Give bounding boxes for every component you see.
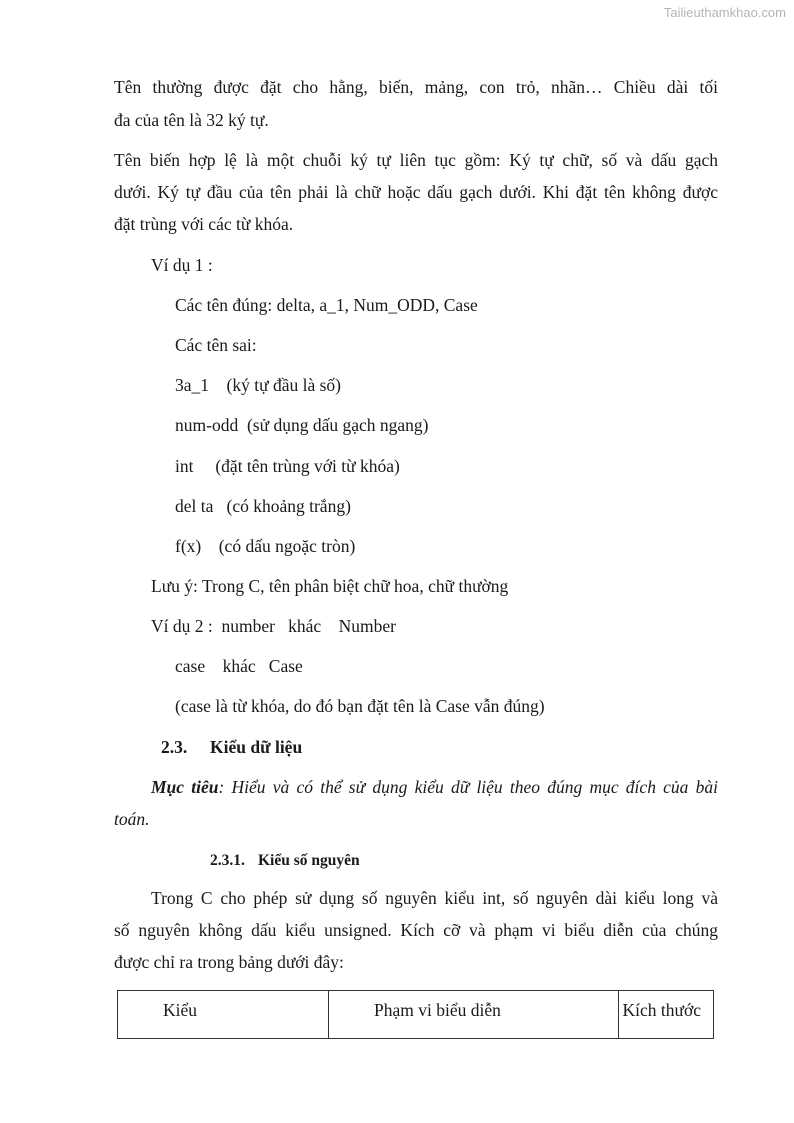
int-paragraph-line-1: Trong C cho phép sử dụng số nguyên kiểu int, số nguyên dài kiểu long và xyxy=(151,888,718,908)
goal-label: Mục tiêu xyxy=(151,777,219,797)
example-1-title: Ví dụ 1 : xyxy=(151,255,213,275)
example-2-line-2: case khác Case xyxy=(175,656,303,676)
example-1-valid-names: Các tên đúng: delta, a_1, Num_ODD, Case xyxy=(175,295,478,315)
paragraph-2-line-3: đặt trùng với các từ khóa. xyxy=(114,214,294,234)
invalid-name-item: 3a_1 (ký tự đầu là số) xyxy=(175,375,341,395)
case-sensitivity-note: Lưu ý: Trong C, tên phân biệt chữ hoa, chữ thường xyxy=(151,576,509,596)
watermark: Tailieuthamkhao.com xyxy=(663,5,786,20)
invalid-name-item: f(x) (có dấu ngoặc tròn) xyxy=(175,536,356,556)
paragraph-1-line-2: đa của tên là 32 ký tự. xyxy=(114,110,269,130)
int-paragraph-line-3: được chỉ ra trong bảng dưới đây: xyxy=(114,952,344,972)
goal-text: : Hiểu và có thể sử dụng kiểu dữ liệu theo đúng mục đích của bài xyxy=(218,777,718,797)
section-goal-line-1 xyxy=(151,777,718,797)
section-goal-line-2: toán. xyxy=(114,809,150,829)
invalid-name-item: int (đặt tên trùng với từ khóa) xyxy=(175,456,400,476)
integer-types-table xyxy=(117,990,714,1039)
section-title: Kiểu dữ liệu xyxy=(210,737,303,757)
paragraph-2-line-2: dưới. Ký tự đầu của tên phải là chữ hoặc dấu gạch dưới. Khi đặt tên không được xyxy=(114,182,718,202)
subsection-number: 2.3.1. xyxy=(210,852,245,869)
paragraph-2-line-1: Tên biến hợp lệ là một chuỗi ký tự liên tục gồm: Ký tự chữ, số và dấu gạch xyxy=(114,150,718,170)
header-cell-type: Kiểu xyxy=(118,991,329,1039)
paragraph-1-line-1: Tên thường được đặt cho hằng, biến, mảng, con trỏ, nhãn… Chiều dài tối xyxy=(114,77,718,97)
invalid-name-item: num-odd (sử dụng dấu gạch ngang) xyxy=(175,415,429,435)
header-cell-range: Phạm vi biểu diễn xyxy=(329,991,619,1039)
subsection-title: Kiểu số nguyên xyxy=(258,852,360,869)
example-2-line-3: (case là từ khóa, do đó bạn đặt tên là Case vẫn đúng) xyxy=(175,696,545,716)
header-cell-size: Kích thước xyxy=(619,991,714,1039)
invalid-name-item: del ta (có khoảng trắng) xyxy=(175,496,351,516)
int-paragraph-line-2: số nguyên không dấu kiểu unsigned. Kích cỡ và phạm vi biểu diễn của chúng xyxy=(114,920,718,940)
example-1-invalid-title: Các tên sai: xyxy=(175,335,257,355)
table-header-row xyxy=(118,991,714,1039)
example-2-line-1: Ví dụ 2 : number khác Number xyxy=(151,616,396,636)
section-number: 2.3. xyxy=(161,737,188,757)
